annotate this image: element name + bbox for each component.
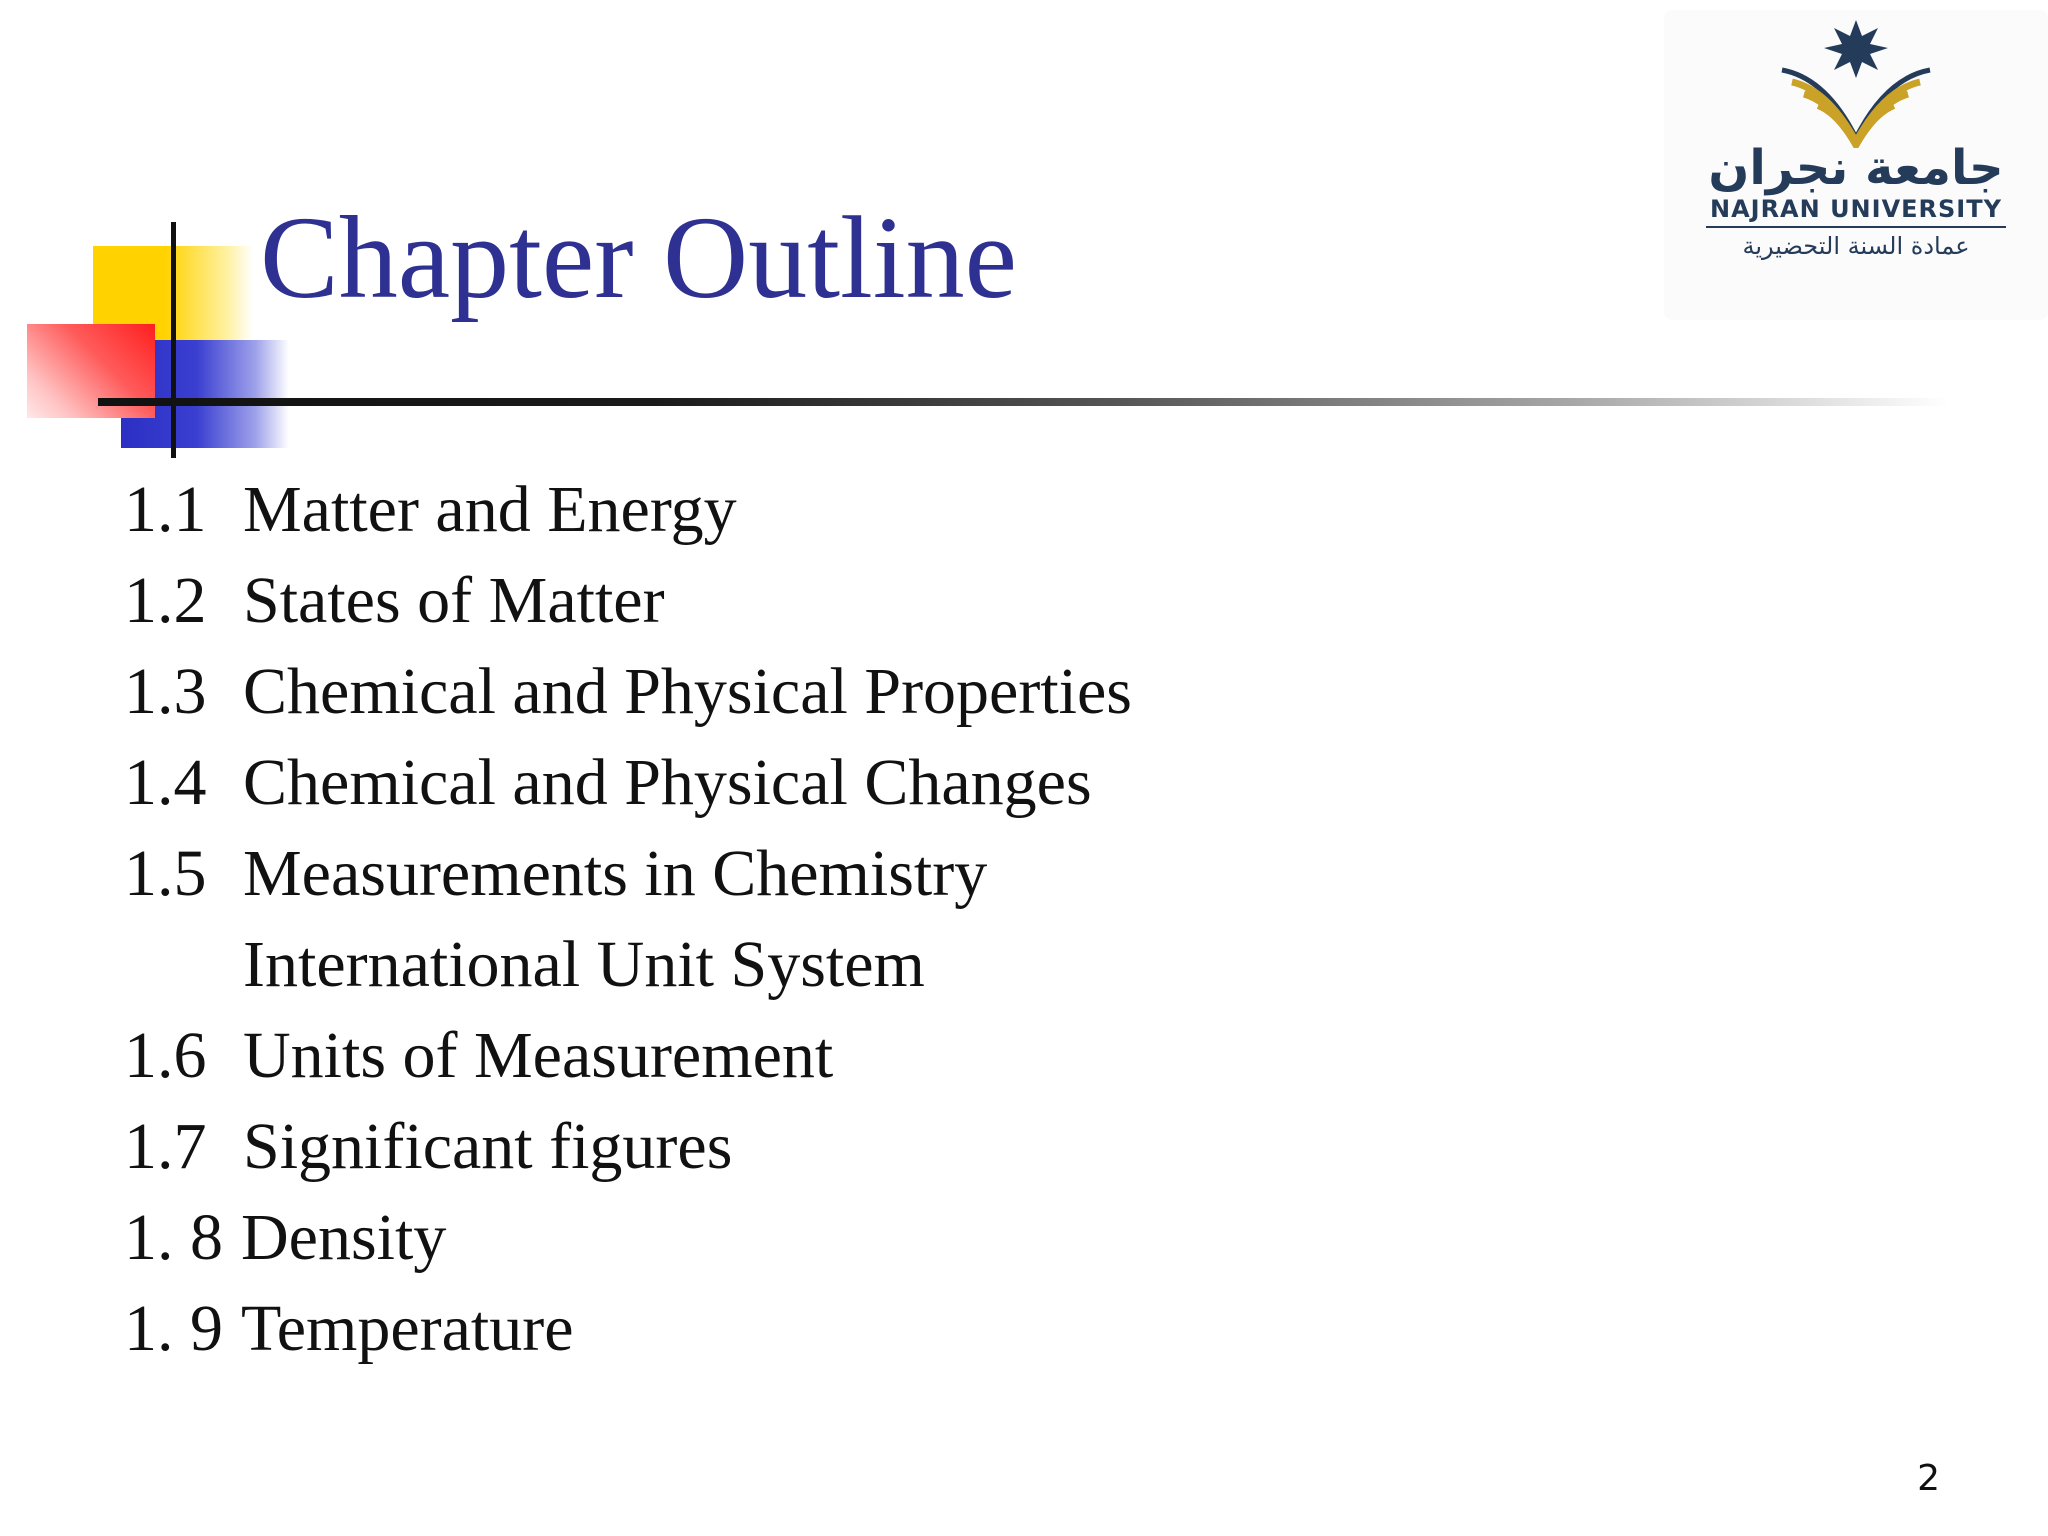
outline-item-label: Chemical and Physical Properties — [243, 655, 1132, 728]
logo-arabic-name: جامعة نجران — [1708, 140, 2004, 196]
outline-item-label: Significant figures — [243, 1110, 733, 1183]
outline-item-label: Density — [241, 1201, 447, 1274]
decor-vertical-line — [171, 222, 176, 458]
outline-item-label: States of Matter — [243, 564, 665, 637]
outline-item — [124, 1283, 1132, 1374]
outline-item — [124, 1192, 1132, 1283]
logo-english-name: NAJRAN UNIVERSITY — [1709, 195, 2002, 223]
logo-divider — [1706, 226, 2006, 228]
outline-item — [124, 737, 1132, 828]
outline-item-number: 1. 9 — [124, 1292, 223, 1365]
logo-star-emblem-icon — [1776, 18, 1936, 148]
outline-item — [124, 919, 1132, 1010]
outline-item-number: 1.1 — [124, 473, 207, 546]
title-underline — [98, 398, 1948, 406]
page-number: 2 — [1917, 1458, 1940, 1499]
outline-item-number — [124, 919, 243, 1010]
outline-item-number: 1. 8 — [124, 1201, 223, 1274]
outline-item-label: Temperature — [241, 1292, 574, 1365]
outline-item — [124, 555, 1132, 646]
outline-item-number: 1.4 — [124, 746, 207, 819]
university-logo — [1664, 10, 2048, 320]
outline-item — [124, 1010, 1132, 1101]
outline-item — [124, 1101, 1132, 1192]
chapter-outline-list — [124, 464, 1132, 1374]
outline-item-number: 1.2 — [124, 564, 207, 637]
outline-item-label: International Unit System — [243, 928, 925, 1001]
outline-item-number: 1.6 — [124, 1019, 207, 1092]
slide-title: Chapter Outline — [260, 192, 1017, 323]
outline-item-label: Chemical and Physical Changes — [243, 746, 1092, 819]
outline-item-number: 1.7 — [124, 1110, 207, 1183]
outline-item-number: 1.3 — [124, 655, 207, 728]
outline-item-number: 1.5 — [124, 837, 207, 910]
logo-arabic-subtitle: عمادة السنة التحضيرية — [1742, 232, 1970, 260]
outline-item — [124, 646, 1132, 737]
outline-item-label: Matter and Energy — [243, 473, 737, 546]
outline-item-label: Units of Measurement — [243, 1019, 834, 1092]
outline-item — [124, 464, 1132, 555]
outline-item — [124, 828, 1132, 919]
outline-item-label: Measurements in Chemistry — [243, 837, 988, 910]
